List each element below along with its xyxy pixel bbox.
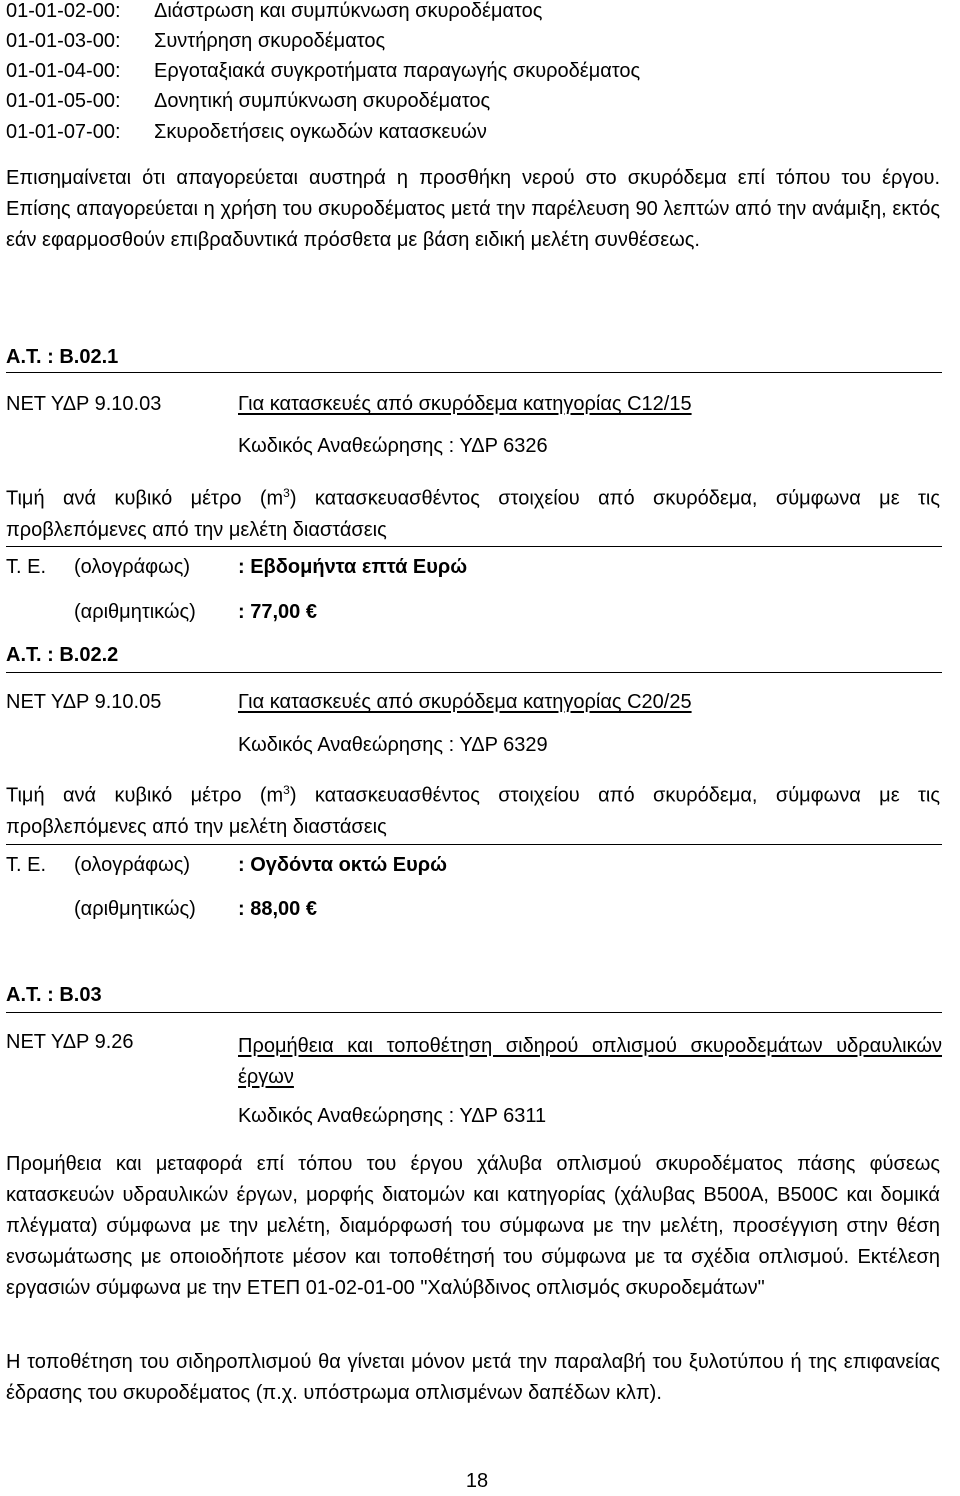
item-description: Προμήθεια και μεταφορά επί τόπου του έργου χάλυβα οπλισμού σκυροδέματος πάσης φύσεως κατασκευών υδραυλικών έργων, μορφής διατομών και κατηγορίας (χάλυβας Β500Α, Β500C και δομικά πλέγματα) σύμφωνα με την μελέτη, διαμόρφωσή του σύμφωνα με την μελέτη, προσέγγιση στην θέση ενσωμάτωσης με οποιοδήποτε μέσον και τοποθέτησή του σύμφωνα με τα σχέδια οπλισμού. Εκτέλεση εργασιών σύμφωνα με την ΕΤΕΠ 01-02-01-00 "Χαλύβδινος οπλισμός σκυροδεμάτων" [6,1153,940,1299]
price-numeric-label: (αριθμητικώς) [74,898,196,920]
item-revision: Κωδικός Αναθεώρησης : ΥΔΡ 6326 [238,435,548,457]
ref-text: Εργοταξιακά συγκροτήματα παραγωγής σκυροδέματος [154,60,641,82]
item-revision: Κωδικός Αναθεώρησης : ΥΔΡ 6311 [238,1105,547,1127]
intro-paragraph: Επισημαίνεται ότι απαγορεύεται αυστηρά η προσθήκη νερού στο σκυρόδεμα επί τόπου του έργου. Επίσης απαγορεύεται η χρήση του σκυροδέματος μετά την παρέλευση 90 λεπτών από την ανάμιξη, εκτός εάν εφαρμοσθούν επιβραδυντικά πρόσθετα με βάση ειδική μελέτη συνθέσεως. [6,167,940,251]
item-net-code: ΝΕΤ ΥΔΡ 9.26 [6,1031,134,1053]
euro-icon: € [305,898,317,920]
item-at-code: Α.Τ. : Β.02.1 [6,346,119,368]
item-net-code: ΝΕΤ ΥΔΡ 9.10.03 [6,393,162,415]
ref-text: Δονητική συμπύκνωση σκυροδέματος [154,90,491,112]
ref-code: 01-01-04-00: [6,60,121,82]
price-words-label: (ολογράφως) [74,854,191,876]
price-words-value: : Εβδομήντα επτά Ευρώ [238,556,468,578]
page-number: 18 [465,1470,489,1492]
item-title: Για κατασκευές από σκυρόδεμα κατηγορίας C12/15 [238,393,692,415]
ref-code: 01-01-03-00: [6,30,121,52]
divider [6,844,942,845]
divider [6,672,942,673]
divider [6,546,942,547]
item-revision: Κωδικός Αναθεώρησης : ΥΔΡ 6329 [238,734,548,756]
ref-text: Διάστρωση και συμπύκνωση σκυροδέματος [154,0,543,22]
euro-icon: € [305,601,317,623]
item-net-code: ΝΕΤ ΥΔΡ 9.10.05 [6,691,162,713]
item-description: Η τοποθέτηση του σιδηροπλισμού θα γίνεται μόνον μετά την παραλαβή του ξυλοτύπου ή της επιφανείας έδρασης του σκυροδέματος (π.χ. υπόστρωμα οπλισμένων δαπέδων κλπ). [6,1351,940,1404]
item-description: Τιμή ανά κυβικό μέτρο $(m^3)$ κατασκευασθέντος στοιχείου από σκυρόδεμα, σύμφωνα με τις προβλεπόμενες από την μελέτη διαστάσεις [6,486,940,541]
item-at-code: Α.Τ. : Β.02.2 [6,644,119,666]
item-title: Για κατασκευές από σκυρόδεμα κατηγορίας C20/25 [238,691,692,713]
ref-code: 01-01-02-00: [6,0,121,22]
price-words-label: (ολογράφως) [74,556,191,578]
price-numeric-value: : 88,00 € [238,898,317,920]
ref-code: 01-01-07-00: [6,121,121,143]
price-words-value: : Ογδόντα οκτώ Ευρώ [238,854,448,876]
unit-price-label: Τ. Ε. [6,854,47,876]
ref-text: Συντήρηση σκυροδέματος [154,30,386,52]
item-description: Τιμή ανά κυβικό μέτρο $(m^3)$ κατασκευασθέντος στοιχείου από σκυρόδεμα, σύμφωνα με τις προβλεπόμενες από την μελέτη διαστάσεις [6,783,940,838]
price-numeric-value: : 77,00 € [238,601,317,623]
ref-text: Σκυροδετήσεις ογκωδών κατασκευών [154,121,487,143]
unit-price-label: Τ. Ε. [6,556,47,578]
item-title: Προμήθεια και τοποθέτηση σιδηρού οπλισμού σκυροδεμάτων υδραυλικών έργων [238,1035,942,1088]
item-at-code: Α.Τ. : Β.03 [6,984,102,1006]
ref-code: 01-01-05-00: [6,90,121,112]
price-numeric-label: (αριθμητικώς) [74,601,196,623]
divider [6,1012,942,1013]
divider [6,372,942,373]
